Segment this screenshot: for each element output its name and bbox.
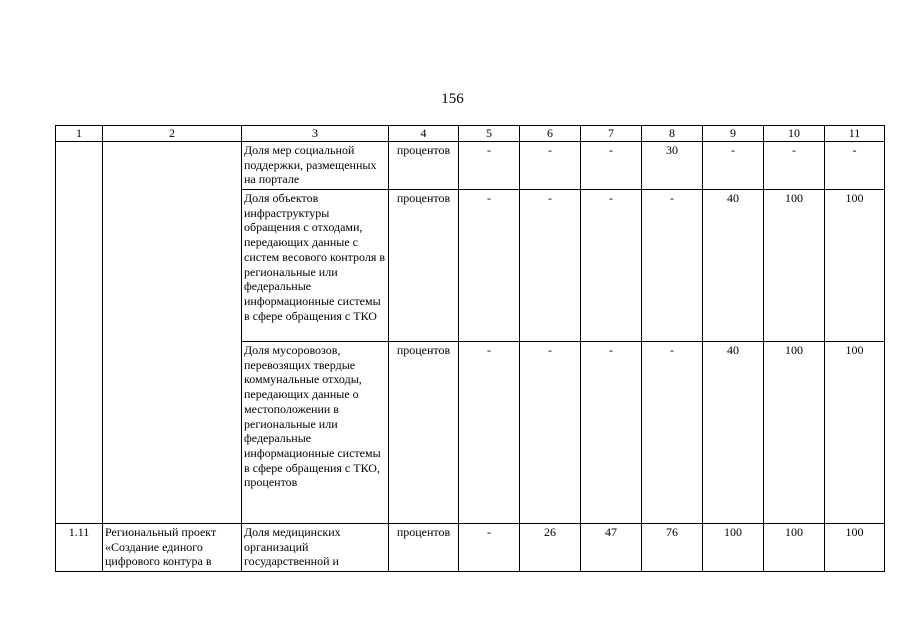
table-row — [56, 142, 885, 190]
header-cell: 7 — [581, 126, 642, 142]
table-header-row — [56, 126, 885, 142]
indicator-cell: Доля мусоровозов, перевозящих твердые коммунальные отходы, передающих данные о местоположении в региональные или федеральные информационные системы в сфере обращения с ТКО, процентов — [242, 342, 389, 524]
value-cell: 76 — [642, 524, 703, 572]
header-cell: 2 — [103, 126, 242, 142]
header-cell: 1 — [56, 126, 103, 142]
header-cell: 4 — [389, 126, 459, 142]
project-cell — [103, 142, 242, 524]
unit-cell: процентов — [389, 342, 459, 524]
indicator-cell: Доля объектов инфраструктуры обращения с отходами, передающих данные с систем весового контроля в региональные или федеральные информационные системы в сфере обращения с ТКО — [242, 190, 389, 342]
value-cell: 40 — [703, 342, 764, 524]
row-number-cell — [56, 142, 103, 524]
value-cell: 100 — [764, 190, 825, 342]
value-cell: 100 — [764, 342, 825, 524]
value-cell: - — [764, 142, 825, 190]
page-number: 156 — [441, 91, 464, 107]
project-cell: Региональный проект «Создание единого цифрового контура в — [103, 524, 242, 572]
value-cell: - — [581, 342, 642, 524]
table-row — [56, 524, 885, 572]
indicator-cell: Доля мер социальной поддержки, размещенных на портале — [242, 142, 389, 190]
value-cell: - — [520, 190, 581, 342]
indicator-cell: Доля медицинских организаций государственной и — [242, 524, 389, 572]
value-cell: 100 — [764, 524, 825, 572]
header-cell: 10 — [764, 126, 825, 142]
value-cell: - — [520, 142, 581, 190]
value-cell: - — [642, 190, 703, 342]
value-cell: 40 — [703, 190, 764, 342]
value-cell: - — [459, 190, 520, 342]
value-cell: - — [825, 142, 885, 190]
header-cell: 9 — [703, 126, 764, 142]
header-cell: 6 — [520, 126, 581, 142]
value-cell: 100 — [825, 342, 885, 524]
header-cell: 3 — [242, 126, 389, 142]
value-cell: - — [459, 524, 520, 572]
unit-cell: процентов — [389, 190, 459, 342]
header-cell: 11 — [825, 126, 885, 142]
value-cell: 26 — [520, 524, 581, 572]
row-number-cell: 1.11 — [56, 524, 103, 572]
header-cell: 5 — [459, 126, 520, 142]
value-cell: 100 — [703, 524, 764, 572]
unit-cell: процентов — [389, 524, 459, 572]
value-cell: 100 — [825, 190, 885, 342]
value-cell: - — [459, 342, 520, 524]
value-cell: 30 — [642, 142, 703, 190]
value-cell: - — [520, 342, 581, 524]
value-cell: - — [581, 142, 642, 190]
value-cell: - — [703, 142, 764, 190]
value-cell: 47 — [581, 524, 642, 572]
value-cell: - — [642, 342, 703, 524]
value-cell: - — [459, 142, 520, 190]
indicators-table — [55, 125, 885, 572]
unit-cell: процентов — [389, 142, 459, 190]
value-cell: - — [581, 190, 642, 342]
header-cell: 8 — [642, 126, 703, 142]
value-cell: 100 — [825, 524, 885, 572]
